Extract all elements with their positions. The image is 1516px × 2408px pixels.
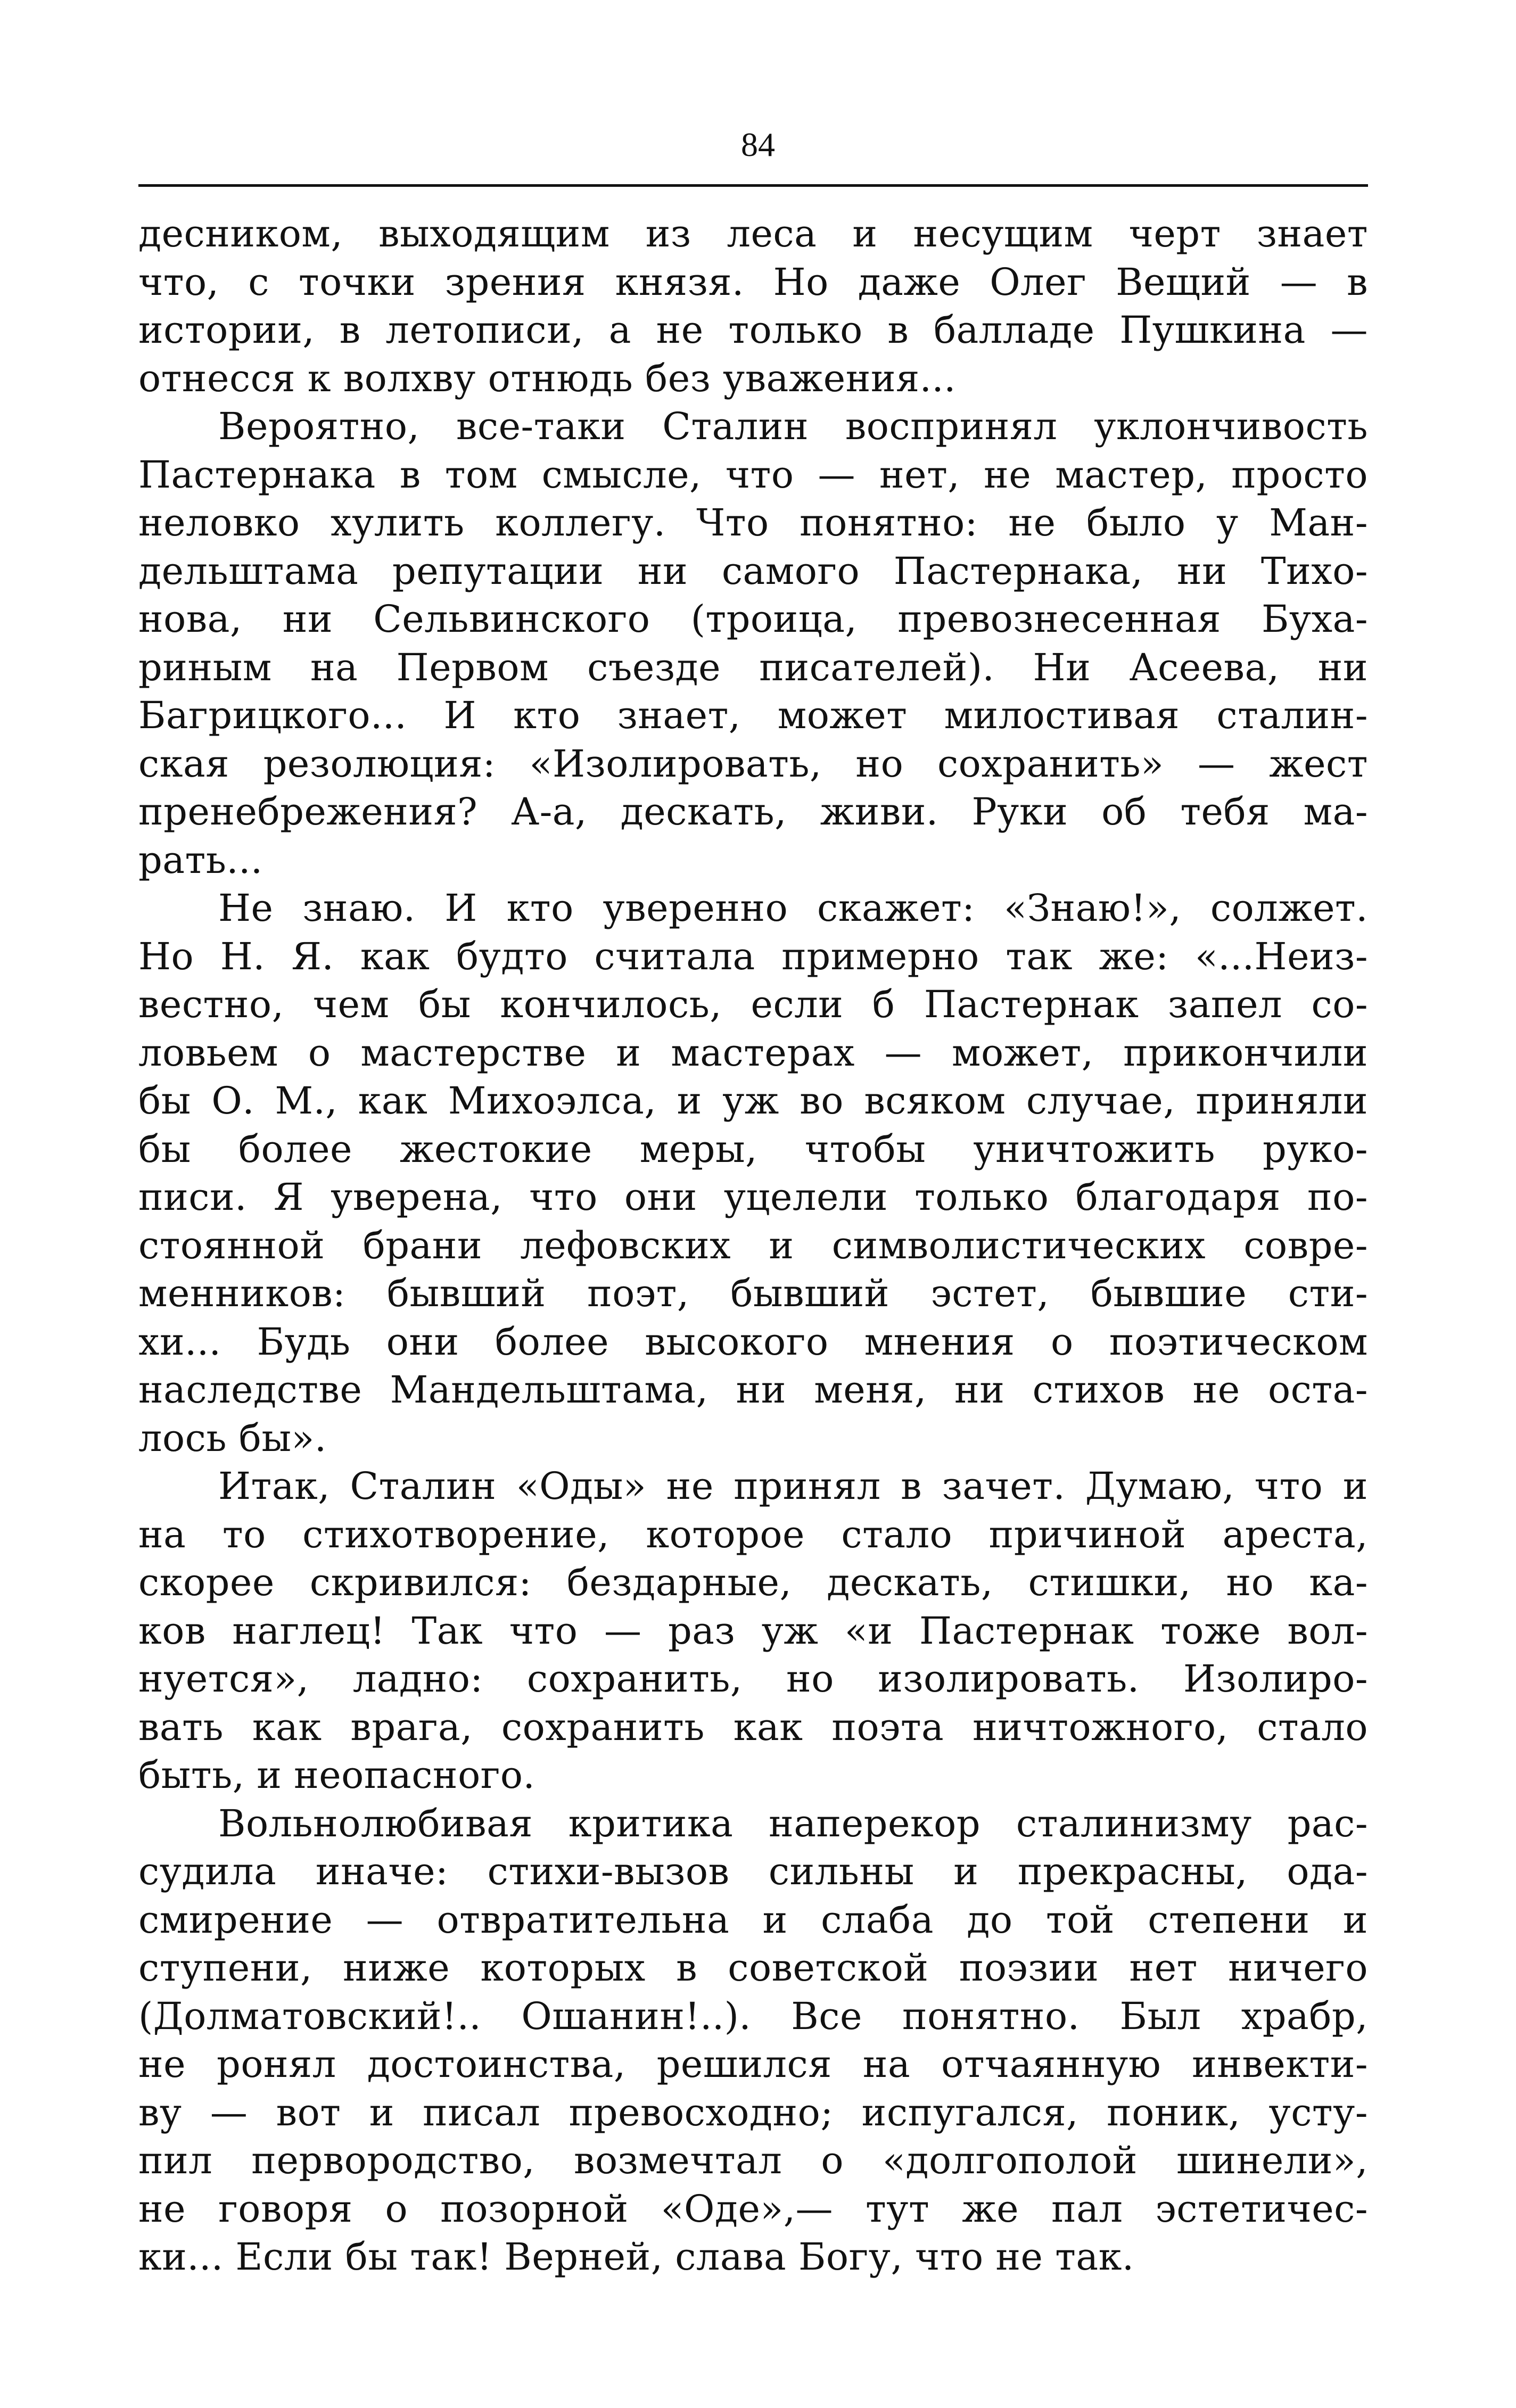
- text-line: ки... Если бы так! Верней, слава Богу, что не так.: [138, 2235, 1134, 2279]
- body-text: [138, 210, 1368, 2281]
- text-line: отнесся к волхву отнюдь без уважения...: [138, 356, 956, 400]
- text-line: десником, выходящим из леса и несущим черт знает: [138, 212, 1368, 255]
- text-line: писи. Я уверена, что они уцелели только благодаря по-: [138, 1175, 1368, 1219]
- text-line: стоянной брани лефовских и символистических совре-: [138, 1223, 1368, 1267]
- text-line: вать как врага, сохранить как поэта ничтожного, стало: [138, 1705, 1368, 1749]
- text-line: ловьем о мастерстве и мастерах — может, прикончили: [138, 1030, 1368, 1075]
- text-line: истории, в летописи, а не только в балладе Пушкина —: [138, 308, 1368, 352]
- text-line: Пастернака в том смысле, что — нет, не мастер, просто: [138, 452, 1368, 497]
- text-line: Но Н. Я. как будто считала примерно так же: «...Неиз-: [138, 934, 1368, 978]
- text-line: Итак, Сталин «Оды» не принял в зачет. Думаю, что и: [218, 1464, 1368, 1508]
- text-line: менников: бывший поэт, бывший эстет, бывшие сти-: [138, 1272, 1368, 1315]
- text-line: ву — вот и писал превосходно; испугался, поник, усту-: [138, 2090, 1368, 2134]
- text-line: скорее скривился: бездарные, дескать, стишки, но ка-: [138, 1561, 1368, 1604]
- text-line: смирение — отвратительна и слаба до той степени и: [138, 1898, 1368, 1942]
- text-line: наследстве Мандельштама, ни меня, ни стихов не оста-: [138, 1368, 1368, 1412]
- text-line: дельштама репутации ни самого Пастернака, ни Тихо-: [138, 549, 1368, 593]
- text-line: нова, ни Сельвинского (троица, превознесенная Буха-: [138, 597, 1368, 641]
- text-line: судила иначе: стихи-вызов сильны и прекрасны, ода-: [138, 1850, 1368, 1893]
- text-line: пил первородство, возмечтал о «долгополой шинели»,: [138, 2139, 1368, 2182]
- text-line: ступени, ниже которых в советской поэзии нет ничего: [138, 1946, 1368, 1990]
- text-line: бы более жестокие меры, чтобы уничтожить руко-: [138, 1127, 1368, 1171]
- text-line: (Долматовский!.. Ошанин!..). Все понятно. Был храбр,: [138, 1994, 1368, 2038]
- text-line: Вольнолюбивая критика наперекор сталинизму рас-: [218, 1801, 1368, 1845]
- text-line: Багрицкого... И кто знает, может милостивая сталин-: [138, 694, 1368, 737]
- text-line: хи... Будь они более высокого мнения о поэтическом: [138, 1320, 1368, 1364]
- header-rule: [138, 184, 1368, 187]
- text-line: бы О. М., как Михоэлса, и уж во всяком случае, приняли: [138, 1079, 1368, 1123]
- text-line: Не знаю. И кто уверенно скажет: «Знаю!», солжет.: [218, 886, 1368, 930]
- page-number: 84: [741, 126, 775, 163]
- text-line: быть, и неопасного.: [138, 1753, 535, 1797]
- text-line: не говоря о позорной «Оде»,— тут же пал эстетичес-: [138, 2187, 1368, 2231]
- text-line: вестно, чем бы кончилось, если б Пастернак запел со-: [138, 983, 1368, 1026]
- text-line: не ронял достоинства, решился на отчаянную инвекти-: [138, 2042, 1368, 2086]
- text-line: на то стихотворение, которое стало причиной ареста,: [138, 1512, 1368, 1556]
- text-line: лось бы».: [138, 1416, 327, 1460]
- text-line: ков наглец! Так что — раз уж «и Пастернак тоже вол-: [138, 1609, 1368, 1653]
- text-line: ская резолюция: «Изолировать, но сохранить» — жест: [138, 741, 1368, 786]
- text-line: Вероятно, все-таки Сталин воспринял уклончивость: [218, 405, 1368, 448]
- text-line: неловко хулить коллегу. Что понятно: не было у Ман-: [138, 501, 1368, 545]
- text-line: рать...: [138, 838, 263, 882]
- text-line: пренебрежения? А-а, дескать, живи. Руки об тебя ма-: [138, 790, 1368, 834]
- text-line: риным на Первом съезде писателей). Ни Асеева, ни: [138, 645, 1368, 689]
- text-line: нуется», ладно: сохранить, но изолировать. Изолиро-: [138, 1657, 1368, 1701]
- text-line: что, с точки зрения князя. Но даже Олег Вещий — в: [138, 260, 1368, 304]
